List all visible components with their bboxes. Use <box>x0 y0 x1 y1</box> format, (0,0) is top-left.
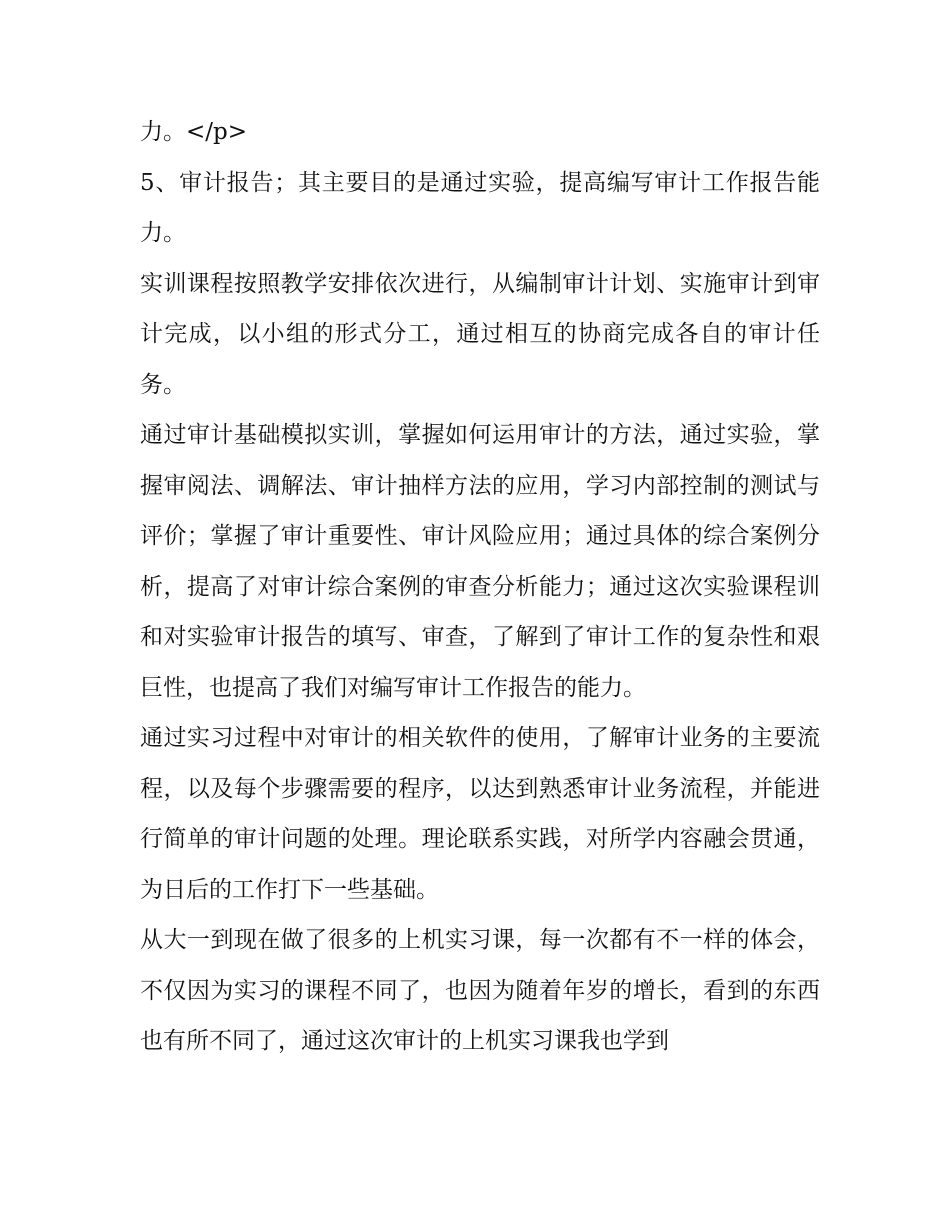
paragraph-audit-report-item: 5、审计报告；其主要目的是通过实验，提高编写审计工作报告能力。 <box>140 169 820 246</box>
paragraph-continuation: 力。</p> <box>140 119 248 145</box>
paragraph-software-usage: 通过实习过程中对审计的相关软件的使用，了解审计业务的主要流程，以及每个步骤需要的程序，以达到熟悉审计业务流程，并能进行简单的审计问题的处理。理论联系实践，对所学内容融会贯通，为日后的工作打下一些基础。 <box>140 725 820 903</box>
document-body <box>140 107 820 1067</box>
paragraph-simulation-training: 通过审计基础模拟实训，掌握如何运用审计的方法，通过实验，掌握审阅法、调解法、审计抽样方法的应用，学习内部控制的测试与评价；掌握了审计重要性、审计风险应用；通过具体的综合案例分析，提高了对审计综合案例的审查分析能力；通过这次实验课程训和对实验审计报告的填写、审查，了解到了审计工作的复杂性和艰巨性，也提高了我们对编写审计工作报告的能力。 <box>140 422 820 701</box>
paragraph-reflection: 从大一到现在做了很多的上机实习课，每一次都有不一样的体会，不仅因为实习的课程不同了，也因为随着年岁的增长，看到的东西也有所不同了，通过这次审计的上机实习课我也学到 <box>140 927 820 1054</box>
paragraph-course-arrangement: 实训课程按照教学安排依次进行，从编制审计计划、实施审计到审计完成，以小组的形式分工，通过相互的协商完成各自的审计任务。 <box>140 270 820 398</box>
